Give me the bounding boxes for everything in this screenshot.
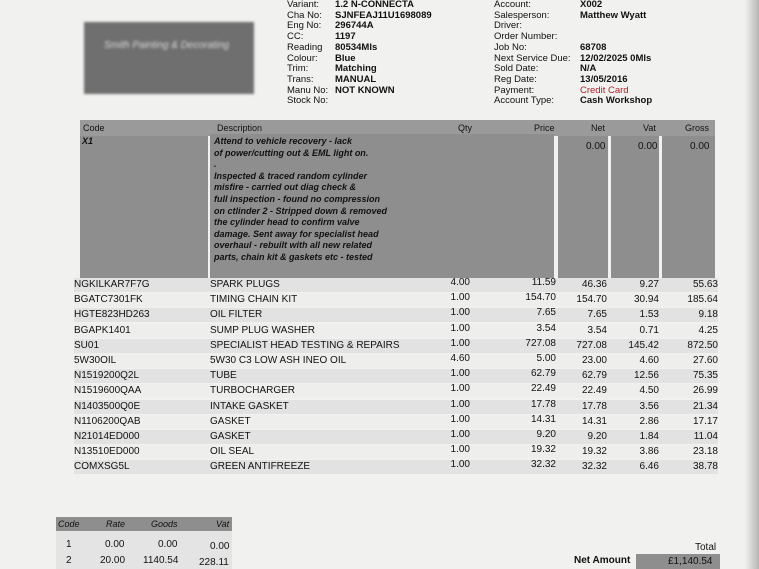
account-row [494,9,647,21]
cell-code: BGATC7301FK [74,294,143,306]
cell-code: SU01 [74,339,100,351]
cell-qty: 1.00 [450,383,470,395]
header-code: Code [83,123,105,133]
cell-price: 11.59 [531,277,556,288]
account-row [494,31,557,42]
vehicle-row [287,95,328,106]
cell-gross: 9.18 [698,309,718,321]
vehicle-label: Trans: [287,73,314,85]
vehicle-label: CC: [287,31,304,43]
cell-vat: 2.86 [639,415,659,427]
cell-qty: 1.00 [450,322,470,334]
cell-price: 14.31 [530,413,556,425]
cell-price: 32.32 [530,459,556,471]
cell-net: 32.32 [581,461,607,473]
cell-net: 19.32 [581,446,607,458]
cell-gross: 4.25 [698,324,718,336]
cell-vat: 12.56 [633,370,659,382]
vehicle-row [287,31,356,43]
cell-vat: 3.86 [639,446,659,458]
job-net: 0.00 [586,141,606,152]
cell-desc: SPARK PLUGS [210,279,280,290]
account-row [494,0,603,10]
vehicle-value: 296744A [335,20,374,32]
cell-desc: SPECIALIST HEAD TESTING & REPAIRS [210,339,400,351]
vehicle-label: Reading [287,41,323,53]
account-value: 13/05/2016 [580,73,628,85]
account-row [494,73,628,85]
vehicle-row [287,9,432,21]
cell-gross: 17.17 [692,415,718,427]
net-amount-label: Net Amount [574,555,631,566]
header-vat: Vat [643,123,656,133]
cell-net: 23.00 [581,355,607,366]
cell-net: 22.49 [581,385,607,397]
vehicle-value: NOT KNOWN [335,84,395,96]
vehicle-value: Matching [335,63,377,75]
cell-qty: 1.00 [450,398,470,410]
vehicle-label: Variant: [287,0,320,10]
cell-net: 7.65 [587,309,607,321]
cell-net: 154.70 [576,294,607,306]
job-code: X1 [82,136,94,146]
account-value: 12/02/2025 0Mls [580,52,652,64]
cell-price: 22.49 [530,383,556,395]
cell-vat: 4.60 [639,355,659,366]
cell-qty: 1.00 [450,368,470,380]
account-label: Account Type: [494,95,555,107]
cell-code: N1106200QAB [74,415,141,427]
cell-net: 62.79 [581,370,607,382]
account-label: Payment: [494,84,535,96]
vat-row-1-goods: 0.00 [158,539,178,550]
vat-row-2-code: 2 [66,555,72,566]
cell-code: N13510ED000 [74,446,140,458]
account-value: X002 [580,0,603,10]
paper-edge-shadow [745,0,759,569]
vehicle-row [287,63,377,75]
cell-desc: TIMING CHAIN KIT [210,294,298,306]
cell-gross: 872.50 [687,339,718,351]
cell-desc: INTAKE GASKET [210,400,289,412]
cell-gross: 23.18 [692,446,718,458]
cell-vat: 1.53 [639,309,659,321]
account-label: Salesperson: [494,9,550,21]
cell-desc: GASKET [210,415,251,427]
cell-gross: 185.64 [687,294,718,306]
cell-qty: 1.00 [450,307,470,319]
vehicle-row [287,84,395,96]
total-label: Total [695,542,717,553]
vehicle-value: MANUAL [335,73,377,85]
account-row [494,95,653,107]
header-qty: Qty [458,123,473,133]
cell-net: 3.54 [587,324,607,336]
cell-qty: 1.00 [450,459,470,471]
account-value: 68708 [580,41,607,53]
cell-desc: 5W30 C3 LOW ASH INEO OIL [210,355,347,366]
account-row [494,63,597,75]
vehicle-value: 1197 [335,31,356,43]
cell-net: 727.08 [576,339,607,351]
net-amount-value: £1,140.54 [668,556,713,567]
cell-price: 7.65 [536,307,556,319]
vat-header-rate: Rate [106,519,126,529]
cell-desc: TURBOCHARGER [210,385,296,397]
vehicle-label: Trim: [287,63,309,75]
cell-code: N1519600QAA [74,385,142,397]
vehicle-row [287,20,374,32]
cell-gross: 27.60 [692,355,718,366]
cell-gross: 55.63 [692,279,718,290]
vehicle-value: 1.2 N-CONNECTA [335,0,414,10]
cell-code: BGAPK1401 [74,324,131,336]
cell-price: 5.00 [536,353,556,364]
account-row [494,41,607,53]
vat-row-1-vat: 0.00 [210,541,230,552]
job-vat: 0.00 [638,141,658,152]
cell-gross: 26.99 [692,385,718,397]
header-gross: Gross [685,123,710,133]
vat-row-2-rate: 20.00 [100,555,126,566]
cell-qty: 1.00 [450,337,470,349]
cell-gross: 75.35 [692,370,718,382]
vat-summary-header [56,517,232,531]
account-row [494,84,629,96]
cell-price: 154.70 [525,292,556,304]
job-vat-cell [611,136,659,282]
vehicle-row [287,52,356,64]
cell-price: 19.32 [530,444,556,456]
vat-header-goods: Goods [151,519,178,529]
account-label: Driver: [494,20,522,32]
cell-qty: 1.00 [450,444,470,456]
account-label: Order Number: [494,31,558,43]
cell-net: 17.78 [581,400,607,412]
cell-qty: 1.00 [450,413,470,425]
account-label: Account: [494,0,531,10]
vat-row-2-vat: 228.11 [199,557,229,568]
cell-desc: OIL FILTER [210,309,263,321]
cell-vat: 4.50 [639,385,659,397]
header-description: Description [217,123,263,133]
vehicle-value: Blue [335,52,356,64]
cell-gross: 38.78 [692,461,718,473]
cell-qty: 4.60 [450,353,470,364]
cell-code: N1403500Q0E [74,400,141,412]
cell-desc: GASKET [210,431,251,442]
account-row [494,52,652,64]
vehicle-value: SJNFEAJ11U1698089 [335,9,432,21]
cell-qty: 4.00 [450,277,470,288]
vehicle-label: Colour: [287,52,318,64]
vehicle-value: 80534Mls [335,41,378,53]
job-gross: 0.00 [690,141,710,152]
vehicle-label: Cha No: [287,9,322,21]
job-code-cell [80,136,208,280]
account-value: N/A [580,63,597,75]
vehicle-label: Manu No: [287,84,329,96]
header-net: Net [591,123,606,133]
company-logo [84,22,254,94]
job-description-text: Attend to vehicle recovery - lack of power/cutting out & EML light on. . Inspected & traced random cylinder misfire - carried out diag check & full inspection - found no compression on ctlinder 2 - Stripped down & removed the cylinder head to confirm valve damage. Sent away for specialist head overhaul - rebuilt with all new related parts, chain kit & gaskets etc - tested [214,136,388,262]
vat-header-vat: Vat [216,519,230,529]
cell-desc: OIL SEAL [210,446,255,458]
cell-price: 17.78 [530,398,556,410]
header-price: Price [534,123,555,133]
cell-code: N1519200Q2L [74,370,140,382]
account-value: Credit Card [580,84,629,96]
vat-row-1-code: 1 [66,539,72,550]
job-gross-cell [662,136,715,282]
cell-vat: 3.56 [639,400,659,412]
cell-price: 9.20 [536,429,556,440]
vehicle-row [287,73,377,85]
cell-desc: GREEN ANTIFREEZE [210,461,311,473]
vat-row-2-goods: 1140.54 [143,555,179,566]
vehicle-row [287,41,378,53]
vehicle-label: Eng No: [287,20,322,32]
cell-code: COMXSG5L [74,461,130,473]
account-label: Next Service Due: [494,52,571,64]
cell-price: 3.54 [536,322,556,334]
cell-vat: 1.84 [639,431,659,442]
account-row [494,20,522,31]
cell-code: NGKILKAR7F7G [74,279,150,290]
vat-header-code: Code [58,519,80,529]
cell-gross: 21.34 [692,400,718,412]
account-label: Reg Date: [494,73,537,85]
cell-net: 9.20 [587,431,607,442]
account-label: Job No: [494,41,527,53]
account-value: Matthew Wyatt [580,9,647,21]
cell-price: 727.08 [525,337,556,349]
logo-text: Smith Painting & Decorating [104,40,230,51]
vat-row-1-rate: 0.00 [105,539,125,550]
cell-desc: SUMP PLUG WASHER [210,324,316,336]
account-value: Cash Workshop [580,95,653,107]
cell-qty: 1.00 [450,429,470,440]
job-net-cell [558,136,608,282]
vehicle-label: Stock No: [287,95,329,107]
vehicle-row [287,0,414,10]
cell-gross: 11.04 [693,431,718,442]
cell-vat: 145.42 [628,339,659,351]
cell-code: HGTE823HD263 [74,309,150,321]
cell-code: N21014ED000 [74,431,140,442]
cell-net: 46.36 [581,279,607,290]
cell-desc: TUBE [210,370,237,382]
cell-vat: 0.71 [639,324,659,336]
cell-vat: 30.94 [633,294,659,306]
cell-net: 14.31 [581,415,607,427]
cell-price: 62.79 [530,368,556,380]
account-label: Sold Date: [494,63,539,75]
cell-qty: 1.00 [450,292,470,304]
cell-code: 5W30OIL [74,355,117,366]
cell-vat: 6.46 [639,461,659,473]
cell-vat: 9.27 [639,279,659,290]
